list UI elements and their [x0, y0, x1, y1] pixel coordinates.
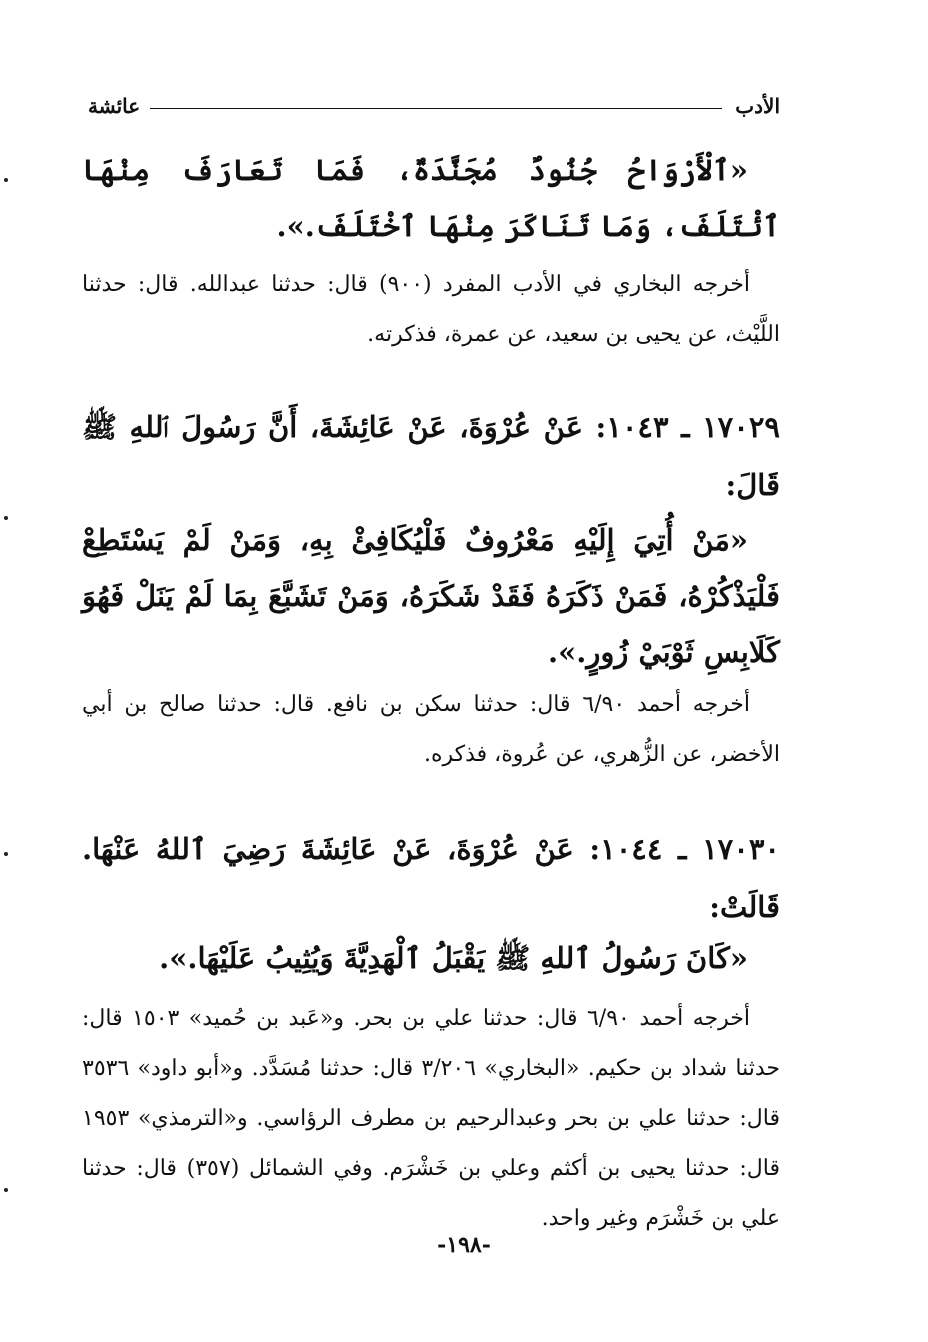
hadith-matn: «مَنْ أُتِيَ إِلَيْهِ مَعْرُوفٌ فَلْيُكَافِئْ بِهِ، وَمَنْ لَمْ يَسْتَطِعْ فَلْيَذْكُرْهُ، فَمَنْ ذَكَرَهُ فَقَدْ شَكَرَهُ، وَمَنْ تَشَبَّعَ بِمَا لَمْ يَنَلْ فَهُوَ كَلَابِسِ ثَوْبَيْ زُورٍ.».: [82, 523, 780, 669]
takhrij-paragraph: أخرجه أحمد ٦/٩٠ قال: حدثنا سكن بن نافع. قال: حدثنا صالح بن أبي الأخضر، عن الزُّهري، عن عُروة، فذكره.: [82, 692, 780, 767]
margin-mark: [4, 1188, 8, 1192]
margin-mark: [4, 178, 8, 182]
hadith-matn: «كَانَ رَسُولُ ٱللهِ ﷺ يَقْبَلُ ٱلْهَدِيَّةَ وَيُثِيبُ عَلَيْهَا.».: [159, 941, 748, 975]
hadith-heading: ١٧٠٢٩ ـ ١٠٤٣: عَنْ عُرْوَةَ، عَنْ عَائِشَةَ، أَنَّ رَسُولَ ٱللهِ ﷺ قَالَ:: [82, 410, 780, 502]
hadith-heading: ١٧٠٣٠ ـ ١٠٤٤: عَنْ عُرْوَةَ، عَنْ عَائِشَةَ رَضِيَ ٱللهُ عَنْهَا. قَالَتْ:: [82, 832, 780, 924]
hadith-matn: «ٱلْأَرْوَاحُ جُنُودٌ مُجَنَّدَةٌ، فَمَا تَعَارَفَ مِنْهَا ٱئْتَلَفَ، وَمَا تَنَاكَرَ مِنْهَا ٱخْتَلَفَ.».: [82, 153, 780, 243]
margin-mark: [4, 852, 8, 856]
running-header: [88, 94, 780, 120]
header-rule: [150, 108, 722, 109]
takhrij-paragraph: أخرجه أحمد ٦/٩٠ قال: حدثنا علي بن بحر. و«عَبد بن حُميد» ١٥٠٣ قال: حدثنا شداد بن حكيم. «البخاري» ٣/٢٠٦ قال: حدثنا مُسَدَّد. و«أبو داود» ٣٥٣٦ قال: حدثنا علي بن بحر وعبدالرحيم بن مطرف الرؤاسي. و«الترمذي» ١٩٥٣ قال: حدثنا يحيى بن أكثم وعلي بن خَشْرَم. وفي الشمائل (٣٥٧) قال: حدثنا علي بن خَشْرَم وغير واحد.: [82, 1006, 780, 1231]
margin-mark: [4, 516, 8, 520]
page-number: -١٩٨-: [437, 1232, 491, 1258]
header-chapter-title: الأدب: [735, 94, 780, 118]
header-narrator-name: عائشة: [88, 94, 141, 118]
takhrij-paragraph: أخرجه البخاري في الأدب المفرد (٩٠٠) قال: حدثنا عبدالله. قال: حدثنا اللَّيْث، عن يحيى بن سعيد، عن عمرة، فذكرته.: [82, 272, 780, 347]
